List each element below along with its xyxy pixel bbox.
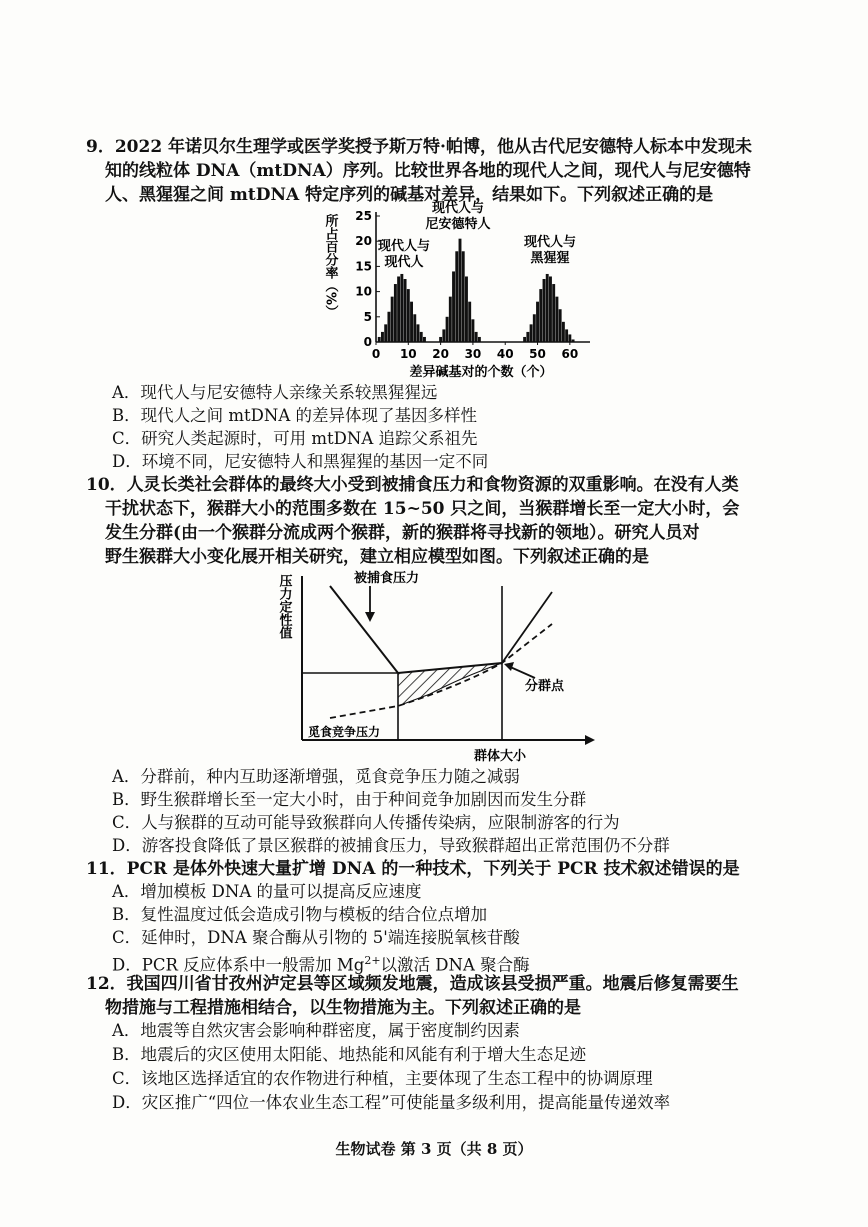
bar-series-1 <box>452 271 455 342</box>
bar-series-1 <box>439 337 442 342</box>
bar-series-0 <box>394 284 397 342</box>
x-tick-label: 50 <box>529 347 546 361</box>
bar-series-2 <box>526 332 529 342</box>
series-annotation: 尼安德特人 <box>425 217 491 232</box>
q11-option-d-prefix: D．PCR 反应体系中一般需加 Mg <box>112 955 365 975</box>
q12-option-a[interactable]: A．地震等自然灾害会影响种群密度，属于密度制约因素 <box>112 1021 520 1040</box>
bar-series-2 <box>546 274 549 342</box>
y-tick-label: 0 <box>363 335 372 349</box>
q10-stem-line-2: 干扰状态下，猴群大小的范围多数在 15~50 只之间，当猴群增长至一定大小时，会 <box>105 499 740 519</box>
bar-series-0 <box>378 337 381 342</box>
bar-series-0 <box>417 324 420 342</box>
q9-stem-line-1: 9．2022 年诺贝尔生理学或医学奖授予斯万特·帕博，他从古代尼安德特人标本中发现未 <box>86 137 752 157</box>
bar-series-1 <box>478 337 481 342</box>
bar-series-1 <box>455 251 458 342</box>
label-foraging: 觅食竞争压力 <box>308 725 381 739</box>
hatched-region <box>398 663 502 706</box>
bar-series-2 <box>559 309 562 342</box>
series-annotation: 现代人 <box>384 255 424 270</box>
bar-series-2 <box>555 297 558 342</box>
bar-series-0 <box>404 279 407 342</box>
split-arrow-icon <box>504 662 514 671</box>
bar-series-0 <box>407 289 410 342</box>
q10-option-d[interactable]: D．游客投食降低了景区猴群的被捕食压力，导致猴群超出正常范围仍不分群 <box>112 836 670 855</box>
q12-stem-line-1: 12．我国四川省甘孜州泸定县等区域频发地震，造成该县受损严重。地震后修复需要生 <box>86 974 739 994</box>
q11-option-b[interactable]: B．复性温度过低会造成引物与模板的结合位点增加 <box>112 905 488 924</box>
bar-series-1 <box>446 317 449 342</box>
predation-arrow-icon <box>365 612 375 622</box>
q11-option-d-suffix: 以激活 DNA 聚合酶 <box>380 955 530 975</box>
x-tick-label: 40 <box>496 347 514 361</box>
q11-option-c[interactable]: C．延伸时，DNA 聚合酶从引物的 5'端连接脱氧核苷酸 <box>112 928 520 947</box>
q9-stem-line-3: 人、黑猩猩之间 mtDNA 特定序列的碱基对差异，结果如下。下列叙述正确的是 <box>105 185 714 205</box>
x-tick-label: 20 <box>432 347 449 361</box>
diagram-ylabel: 压力定性值 <box>276 574 292 639</box>
bar-series-1 <box>449 297 452 342</box>
bar-series-2 <box>562 322 565 342</box>
bar-series-1 <box>442 329 445 342</box>
bar-series-2 <box>536 302 539 342</box>
bar-series-0 <box>384 324 387 342</box>
q10-option-a[interactable]: A．分群前，种内互助逐渐增强，觅食竞争压力随之减弱 <box>112 767 520 786</box>
chart-xlabel: 差异碱基对的个数（个） <box>409 365 553 380</box>
series-annotation: 黑猩猩 <box>530 251 570 266</box>
mtdna-difference-chart <box>318 202 618 382</box>
q9-stem-line-2: 知的线粒体 DNA（mtDNA）序列。比较世界各地的现代人之间，现代人与尼安德特 <box>105 161 751 181</box>
q9-option-b[interactable]: B．现代人之间 mtDNA 的差异体现了基因多样性 <box>112 406 477 425</box>
bar-series-2 <box>539 289 542 342</box>
q12-option-b[interactable]: B．地震后的灾区使用太阳能、地热能和风能有利于增大生态足迹 <box>112 1045 587 1064</box>
bar-series-0 <box>397 276 400 342</box>
post-split-line <box>502 592 552 663</box>
bar-series-0 <box>413 314 416 342</box>
bar-series-2 <box>565 329 568 342</box>
bar-series-0 <box>387 312 390 342</box>
series-annotation: 现代人与 <box>523 235 577 250</box>
bar-series-0 <box>410 302 413 342</box>
bar-series-0 <box>381 332 384 342</box>
x-tick-label: 10 <box>399 347 417 361</box>
bar-series-2 <box>530 324 533 342</box>
bar-series-0 <box>423 337 426 342</box>
q10-option-b[interactable]: B．野生猴群增长至一定大小时，由于种间竞争加剧因而发生分群 <box>112 790 587 809</box>
q10-option-c[interactable]: C．人与猴群的互动可能导致猴群向人传播传染病，应限制游客的行为 <box>112 813 620 832</box>
bar-series-2 <box>568 334 571 342</box>
y-tick-label: 10 <box>355 284 372 299</box>
x-tick-label: 30 <box>464 347 482 361</box>
predation-pressure-line <box>330 586 398 673</box>
q9-option-c[interactable]: C．研究人类起源时，可用 mtDNA 追踪父系祖先 <box>112 429 478 448</box>
q11-option-d-sup: 2+ <box>364 954 381 967</box>
y-tick-label: 5 <box>363 309 372 324</box>
page-footer: 生物试卷 第 3 页（共 8 页） <box>335 1140 533 1158</box>
q12-option-c[interactable]: C．该地区选择适宜的农作物进行种植，主要体现了生态工程中的协调原理 <box>112 1069 653 1088</box>
x-tick-label: 0 <box>371 347 381 361</box>
y-tick-label: 25 <box>355 209 372 223</box>
label-predation: 被捕食压力 <box>354 571 420 586</box>
bar-series-1 <box>465 276 468 342</box>
bar-series-2 <box>533 314 536 342</box>
q11-stem-line-1: 11．PCR 是体外快速大量扩增 DNA 的一种技术，下列关于 PCR 技术叙述错误的是 <box>86 859 740 879</box>
bar-series-1 <box>475 332 478 342</box>
series-annotation: 现代人与 <box>377 239 431 254</box>
chart-ylabel: 所占百分率（%） <box>322 214 338 319</box>
q12-stem-line-2: 物措施与工程措施相结合，以生物措施为主。下列叙述正确的是 <box>105 998 581 1018</box>
bar-series-2 <box>523 337 526 342</box>
diagram-xlabel: 群体大小 <box>474 749 527 764</box>
bar-series-2 <box>543 279 546 342</box>
x-tick-label: 60 <box>561 347 579 361</box>
bar-series-2 <box>572 339 575 342</box>
y-tick-label: 20 <box>355 234 372 249</box>
bar-series-2 <box>552 284 555 342</box>
label-split-point: 分群点 <box>525 679 565 694</box>
bar-series-0 <box>400 274 403 342</box>
bar-series-0 <box>420 332 423 342</box>
q10-stem-line-4: 野生猴群大小变化展开相关研究，建立相应模型如图。下列叙述正确的是 <box>105 547 649 567</box>
q9-option-d[interactable]: D．环境不同，尼安德特人和黑猩猩的基因一定不同 <box>112 452 489 471</box>
group-size-pressure-diagram <box>276 566 600 766</box>
q10-stem-line-3: 发生分群(由一个猴群分流成两个猴群，新的猴群将寻找新的领地）。研究人员对 <box>105 523 700 543</box>
bar-series-0 <box>391 297 394 342</box>
bar-series-1 <box>471 319 474 342</box>
series-annotation: 现代人与 <box>431 201 485 216</box>
y-tick-label: 15 <box>355 259 372 274</box>
bar-series-2 <box>549 276 552 342</box>
q10-stem-line-1: 10．人灵长类社会群体的最终大小受到被捕食压力和食物资源的双重影响。在没有人类 <box>86 475 739 495</box>
q12-option-d[interactable]: D．灾区推广“四位一体农业生态工程”可使能量多级利用，提高能量传递效率 <box>112 1093 671 1112</box>
bar-series-1 <box>462 251 465 342</box>
bar-series-1 <box>468 302 471 342</box>
x-axis-arrow-icon <box>585 735 595 745</box>
q9-option-a[interactable]: A．现代人与尼安德特人亲缘关系较黑猩猩远 <box>112 383 438 402</box>
bar-series-1 <box>459 239 462 342</box>
q11-option-a[interactable]: A．增加模板 DNA 的量可以提高反应速度 <box>112 882 422 901</box>
